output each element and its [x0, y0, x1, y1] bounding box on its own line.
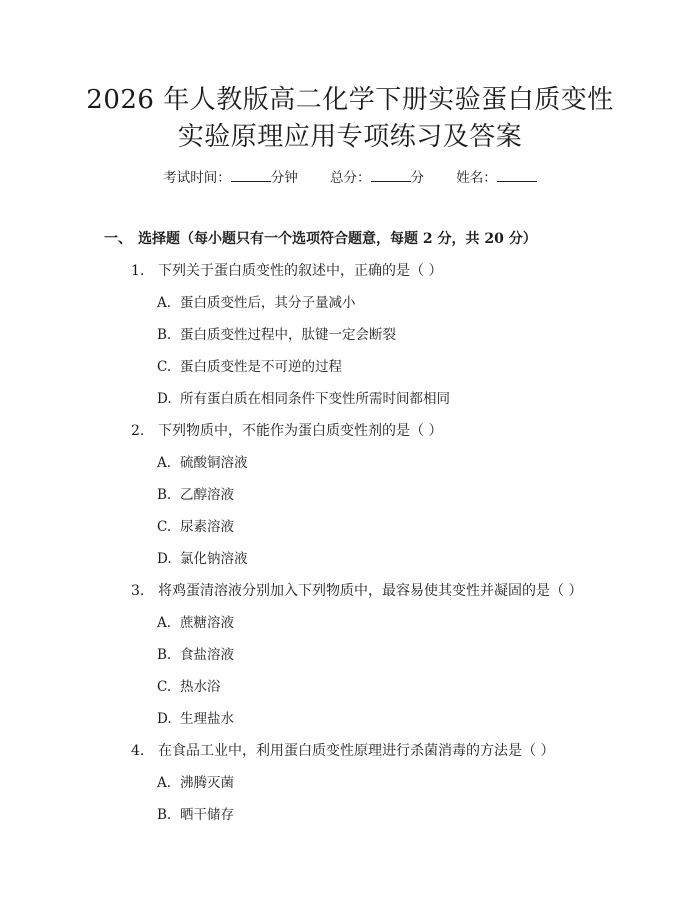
option-text: 蛋白质变性过程中，肽键一定会断裂 [180, 327, 396, 343]
question-number: 2. [131, 423, 145, 439]
option-text: 乙醇溶液 [180, 487, 234, 503]
option-2a [157, 453, 248, 473]
score-unit: 分 [410, 170, 424, 186]
section-heading [104, 229, 537, 249]
question-2 [131, 421, 442, 441]
option-letter: A. [157, 775, 172, 791]
option-letter: D. [157, 391, 172, 407]
option-1d [157, 389, 450, 409]
option-4a [157, 773, 234, 793]
option-1b [157, 325, 396, 345]
option-4b [157, 805, 234, 825]
option-letter: A. [157, 455, 172, 471]
student-name [456, 169, 537, 187]
option-letter: B. [157, 327, 172, 343]
time-blank [231, 169, 271, 182]
section-number: 一、 [104, 231, 132, 247]
question-4 [131, 741, 554, 761]
question-number: 1. [131, 263, 145, 279]
question-text: 在食品工业中，利用蛋白质变性原理进行杀菌消毒的方法是（ ） [158, 743, 555, 759]
option-text: 蛋白质变性是不可逆的过程 [180, 359, 342, 375]
option-2c [157, 517, 234, 537]
option-text: 蔗糖溶液 [180, 615, 234, 631]
option-letter: D. [157, 551, 172, 567]
option-text: 食盐溶液 [180, 647, 234, 663]
score-label: 总分： [330, 170, 371, 186]
option-letter: D. [157, 711, 172, 727]
section-title: 选择题（每小题只有一个选项符合题意，每题 2 分，共 20 分） [138, 231, 537, 247]
option-text: 所有蛋白质在相同条件下变性所需时间都相同 [180, 391, 450, 407]
time-label: 考试时间： [163, 170, 231, 186]
question-3 [131, 581, 582, 601]
option-2b [157, 485, 234, 505]
score-blank [371, 169, 411, 182]
question-number: 4. [131, 743, 145, 759]
option-letter: B. [157, 647, 172, 663]
question-1 [131, 261, 442, 281]
exam-meta [0, 169, 700, 187]
option-1c [157, 357, 342, 377]
option-3a [157, 613, 234, 633]
option-text: 生理盐水 [180, 711, 234, 727]
option-3b [157, 645, 234, 665]
option-letter: B. [157, 487, 172, 503]
option-letter: C. [157, 679, 172, 695]
option-text: 硫酸铜溶液 [180, 455, 248, 471]
title-line-2: 实验原理应用专项练习及答案 [177, 122, 523, 152]
option-letter: C. [157, 519, 172, 535]
option-text: 晒干储存 [180, 807, 234, 823]
option-text: 尿素溶液 [180, 519, 234, 535]
question-number: 3. [131, 583, 145, 599]
option-text: 蛋白质变性后，其分子量减小 [180, 295, 356, 311]
option-letter: C. [157, 359, 172, 375]
question-text: 下列关于蛋白质变性的叙述中，正确的是（ ） [158, 263, 443, 279]
name-blank [497, 169, 537, 182]
option-letter: B. [157, 807, 172, 823]
time-unit: 分钟 [270, 170, 298, 186]
option-text: 热水浴 [180, 679, 221, 695]
option-2d [157, 549, 248, 569]
question-text: 下列物质中，不能作为蛋白质变性剂的是（ ） [158, 423, 443, 439]
option-1a [157, 293, 356, 313]
name-label: 姓名： [456, 170, 497, 186]
option-text: 氯化钠溶液 [180, 551, 248, 567]
option-letter: A. [157, 295, 172, 311]
option-letter: A. [157, 615, 172, 631]
option-3d [157, 709, 234, 729]
total-score [330, 169, 424, 187]
title-line-1: 2026 年人教版高二化学下册实验蛋白质变性 [86, 85, 614, 115]
question-text: 将鸡蛋清溶液分别加入下列物质中，最容易使其变性并凝固的是（ ） [158, 583, 583, 599]
option-text: 沸腾灭菌 [180, 775, 234, 791]
exam-time [163, 169, 298, 187]
option-3c [157, 677, 221, 697]
